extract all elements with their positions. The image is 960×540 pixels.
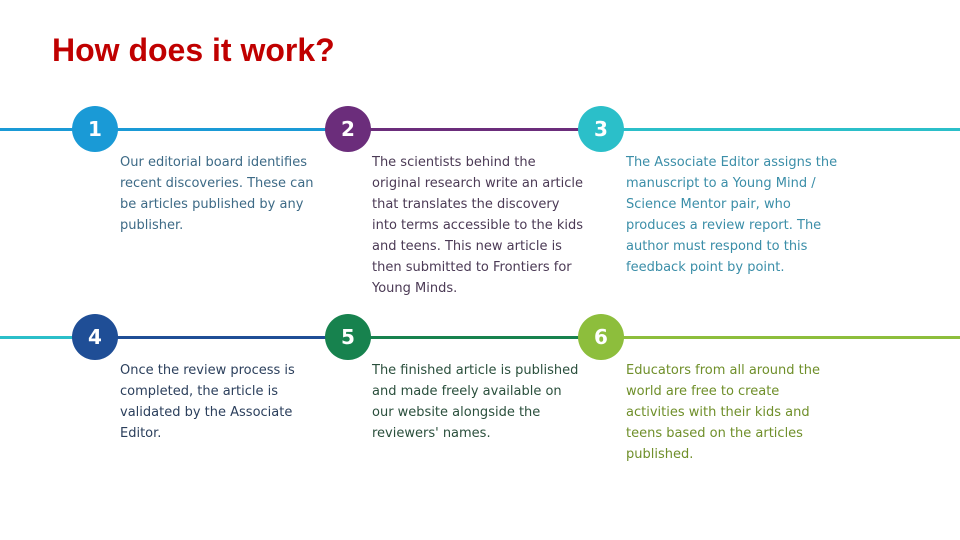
step-4-description: Once the review process is completed, the article is validated by the Associate Editor. (120, 363, 295, 441)
step-5-number: 5 (341, 325, 355, 349)
step-3-description: The Associate Editor assigns the manuscript to a Young Mind / Science Mentor pair, who produces a review report. The author must respond to this feedback point by point. (626, 155, 838, 275)
connector-line-5-6 (362, 336, 587, 339)
connector-line-4-5 (110, 336, 335, 339)
step-3-number-circle (578, 106, 624, 152)
connector-line-6-end (615, 336, 960, 339)
step-1-number: 1 (88, 117, 102, 141)
connector-line-3-end (615, 128, 960, 131)
step-2-description: The scientists behind the original research write an article that translates the discovery into terms accessible to the kids and teens. This new article is then submitted to Frontiers for Young Minds. (372, 155, 584, 296)
step-2-number: 2 (341, 117, 355, 141)
step-4-number: 4 (88, 325, 102, 349)
step-6-number-circle (578, 314, 624, 360)
step-2-number-circle (325, 106, 371, 152)
step-6-description: Educators from all around the world are free to create activities with their kids and teens based on the articles published. (626, 363, 821, 462)
step-3-number: 3 (594, 117, 608, 141)
step-5-number-circle (325, 314, 371, 360)
step-5-description: The finished article is published and made freely available on our website alongside the reviewers' names. (372, 363, 579, 441)
step-4-number-circle (72, 314, 118, 360)
connector-line-2-3 (362, 128, 587, 131)
connector-line-4 (0, 336, 80, 339)
page-title: How does it work? (52, 32, 335, 68)
connector-line-1-2 (110, 128, 335, 131)
connector-line-1 (0, 128, 80, 131)
step-1-description: Our editorial board identifies recent discoveries. These can be articles published by any publisher. (120, 155, 314, 233)
step-1-number-circle (72, 106, 118, 152)
step-6-number: 6 (594, 325, 608, 349)
